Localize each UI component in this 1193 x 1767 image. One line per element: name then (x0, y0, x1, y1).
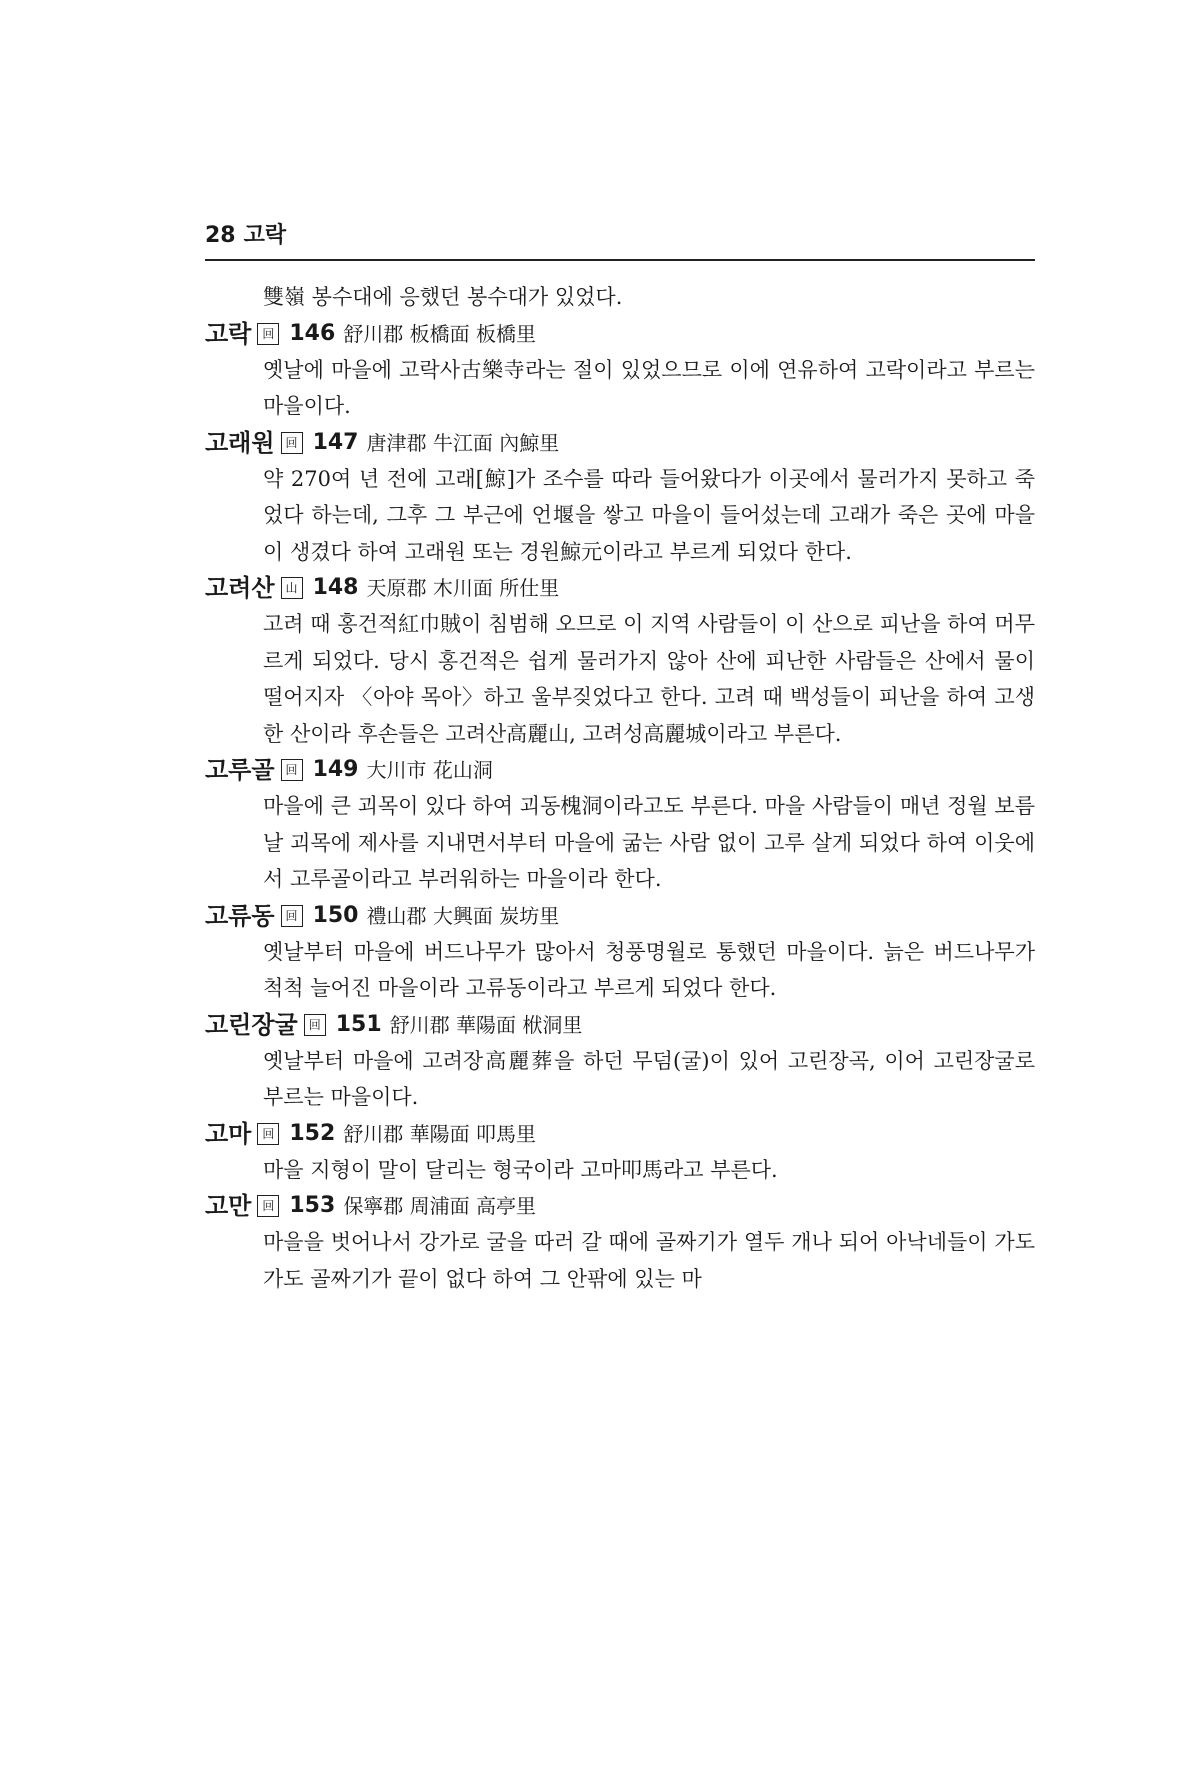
entry-word: 고만 (205, 1192, 252, 1220)
entry-location: 舒川郡 華陽面 栿洞里 (389, 1012, 583, 1037)
entry-body: 옛날에 마을에 고락사古樂寺라는 절이 있었으므로 이에 연유하여 고락이라고 부르는 마을이다. (263, 357, 1035, 418)
entry-heading (205, 1116, 1035, 1152)
entry-body: 마을을 벗어나서 강가로 굴을 따러 갈 때에 골짜기가 열두 개나 되어 아낙네들이 가도가도 골짜기가 끝이 없다 하여 그 안팎에 있는 마 (263, 1230, 1035, 1291)
village-badge-icon: 回 (257, 1123, 279, 1145)
entry-heading (205, 1188, 1035, 1224)
entry-heading (205, 898, 1035, 934)
entry (205, 1188, 1035, 1297)
entry-location: 大川市 花山洞 (366, 758, 493, 782)
page-number: 28 (205, 223, 236, 248)
header-title: 고락 (243, 223, 287, 248)
entry-body: 마을 지형이 말이 달리는 형국이라 고마叩馬라고 부른다. (263, 1157, 778, 1182)
entry (205, 752, 1035, 898)
entry-body: 마을에 큰 괴목이 있다 하여 괴동槐洞이라고도 부른다. 마을 사람들이 매년 정월 보름 날 괴목에 제사를 지내면서부터 마을에 굶는 사람 없이 고루 살게 되었다 하여 이웃에서 고루골이라고 부러워하는 마을이라 한다. (263, 794, 1035, 891)
entry-location: 舒川郡 板橋面 板橋里 (343, 321, 537, 346)
entry (205, 570, 1035, 752)
village-badge-icon: 回 (281, 905, 303, 927)
entry-heading (205, 570, 1035, 606)
entry (205, 1116, 1035, 1189)
entry (205, 1007, 1035, 1116)
entry (205, 316, 1035, 425)
village-badge-icon: 回 (257, 1195, 279, 1217)
entry-number: 148 (312, 575, 359, 600)
entry-heading (205, 425, 1035, 461)
entry-number: 151 (335, 1011, 382, 1037)
entry-word: 고래원 (205, 428, 275, 457)
entry (205, 898, 1035, 1007)
entry-body: 약 270여 년 전에 고래[鯨]가 조수를 따라 들어왔다가 이곳에서 물러가지 못하고 죽었다 하는데, 그후 그 부근에 언堰을 쌓고 마을이 들어섰는데 고래가 죽은 곳에 마을이 생겼다 하여 고래원 또는 경원鯨元이라고 부르게 되었다 한다. (263, 466, 1035, 564)
entry-location: 天原郡 木川面 所仕里 (366, 576, 560, 600)
entry-list (205, 279, 1035, 1297)
entry-word: 고려산 (205, 574, 275, 602)
village-badge-icon: 回 (257, 323, 279, 345)
village-badge-icon: 回 (281, 759, 303, 781)
entry-number: 152 (289, 1120, 336, 1146)
page (205, 218, 1035, 1297)
entry-body: 옛날부터 마을에 버드나무가 많아서 청풍명월로 통했던 마을이다. 늙은 버드나무가 척척 늘어진 마을이라 고류동이라고 부르게 되었다 한다. (263, 939, 1035, 1000)
running-header (205, 218, 1035, 261)
entry-word: 고린장굴 (205, 1010, 298, 1039)
entry-location: 舒川郡 華陽面 叩馬里 (343, 1121, 537, 1146)
entry-word: 고류동 (205, 901, 275, 930)
village-badge-icon: 回 (304, 1014, 326, 1036)
entry-number: 149 (312, 757, 359, 782)
village-badge-icon: 回 (281, 432, 303, 454)
continuation-text: 雙嶺 봉수대에 응했던 봉수대가 있었다. (263, 285, 623, 309)
entry-body: 고려 때 홍건적紅巾賊이 침범해 오므로 이 지역 사람들이 이 산으로 피난을 하여 머무르게 되었다. 당시 홍건적은 쉽게 물러가지 않아 산에 피난한 사람들은 산에서 물이 떨어지자 〈아야 목아〉하고 울부짖었다고 한다. 고려 때 백성들이 피난을 하여 고생한 산이라 후손들은 고려산高麗山, 고려성高麗城이라고 부른다. (263, 612, 1035, 746)
entry-body: 옛날부터 마을에 고려장高麗葬을 하던 무덤(굴)이 있어 고린장곡, 이어 고린장굴로 부르는 마을이다. (263, 1048, 1035, 1109)
entry-number: 147 (312, 429, 359, 455)
entry-heading (205, 1007, 1035, 1043)
entry-word: 고락 (205, 319, 252, 348)
mountain-badge-icon: 山 (281, 577, 303, 599)
entry-number: 150 (312, 902, 359, 928)
entry-heading (205, 752, 1035, 788)
entry-location: 禮山郡 大興面 炭坊里 (366, 903, 560, 928)
entry-number: 153 (289, 1193, 336, 1218)
entry-heading (205, 316, 1035, 352)
entry-location: 唐津郡 牛江面 內鯨里 (366, 430, 560, 455)
entry-word: 고마 (205, 1119, 252, 1148)
entry-location: 保寧郡 周浦面 高亭里 (343, 1194, 537, 1218)
entry (205, 425, 1035, 571)
entry-number: 146 (289, 320, 336, 346)
entry-word: 고루골 (205, 756, 275, 784)
